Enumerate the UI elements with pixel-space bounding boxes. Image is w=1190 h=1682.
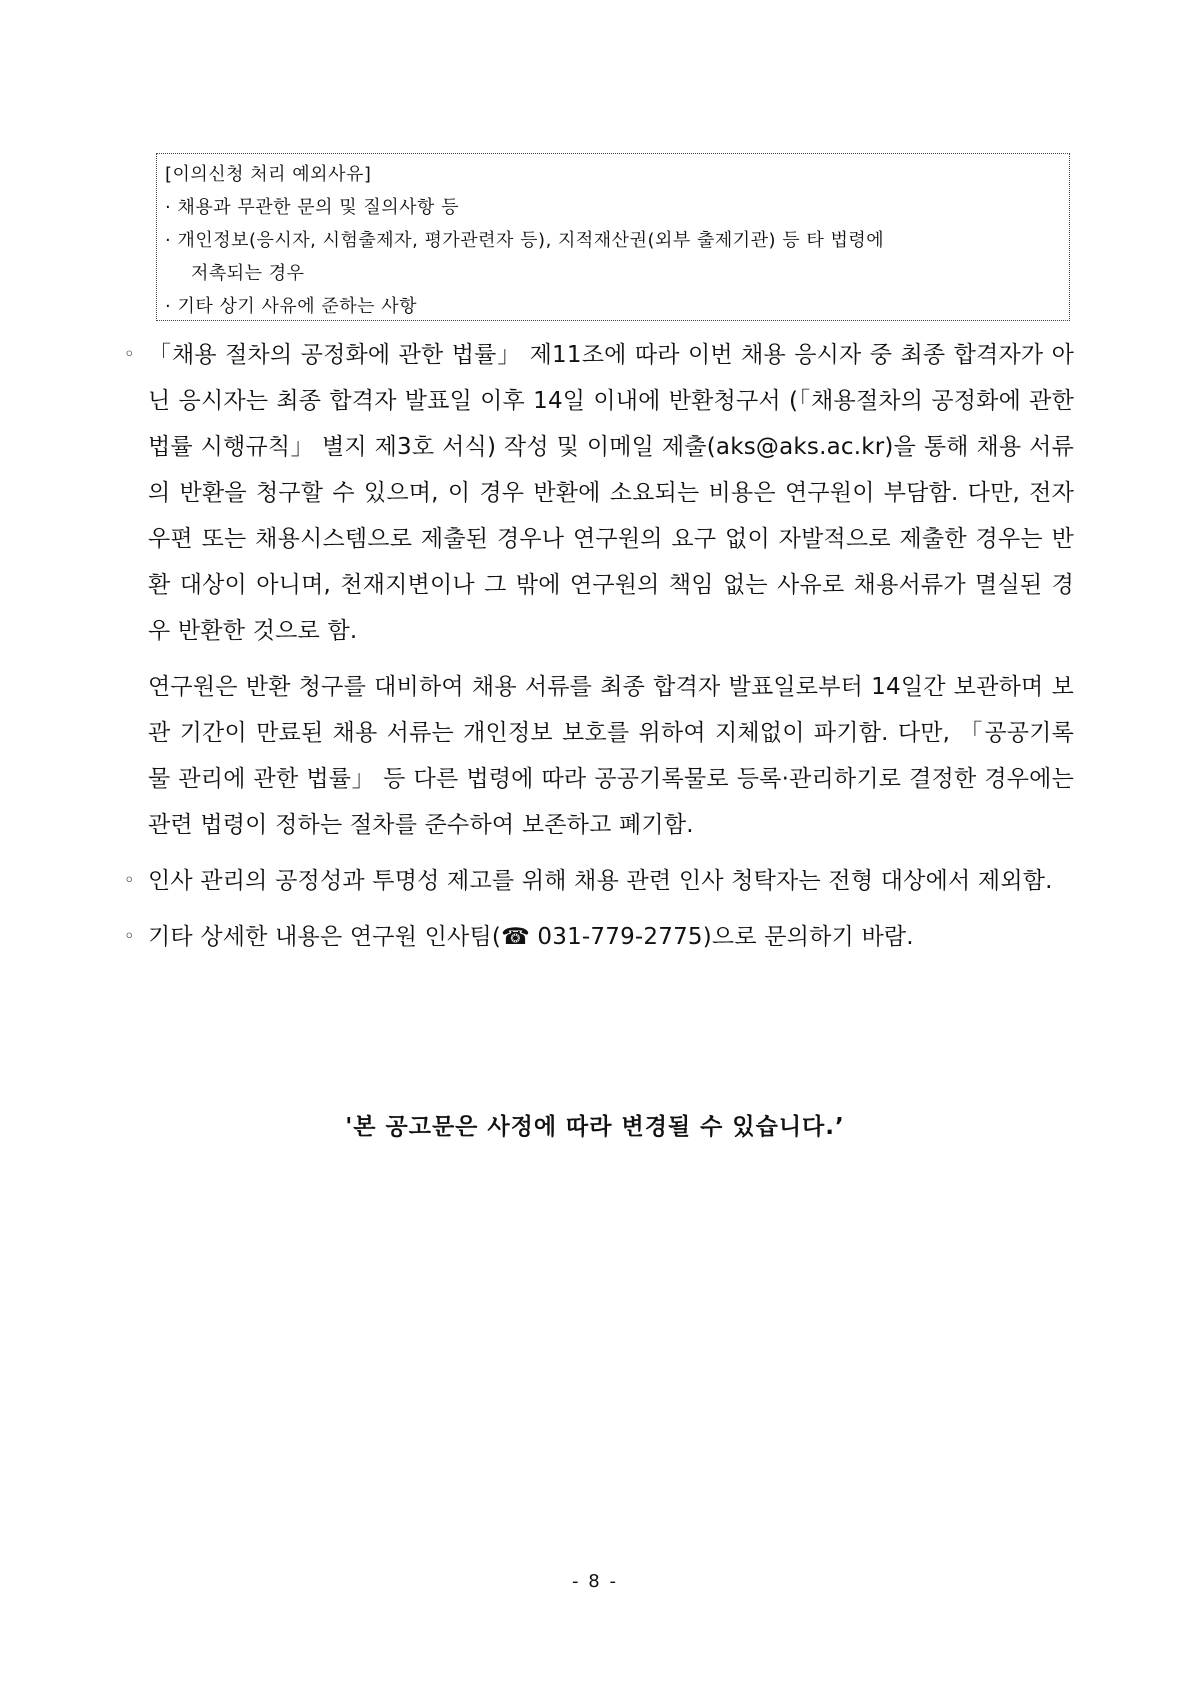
paragraph-solicitation-exclusion-text: 인사 관리의 공정성과 투명성 제고를 위해 채용 관련 인사 청탁자는 전형 대상에서 제외함. (148, 868, 1053, 894)
exception-item-unrelated-inquiry: · 채용과 무관한 문의 및 질의사항 등 (165, 197, 459, 218)
exception-item-other: · 기타 상기 사유에 준하는 사항 (165, 296, 417, 317)
document-body (0, 332, 1190, 960)
paragraph-document-return-text: 「채용 절차의 공정화에 관한 법률」 제11조에 따라 이번 채용 응시자 중 최종 합격자가 아닌 응시자는 최종 합격자 발표일 이후 14일 이내에 반환청구서 (「채용절차의 공정화에 관한 법률 시행규칙」 별지 제3호 서식) 작성 및 이메일 제출(aks@aks.ac.kr)을 통해 채용 서류의 반환을 청구할 수 있으며, 이 경우 반환에 소요되는 비용은 연구원이 부담함. 다만, 전자우편 또는 채용시스템으로 제출된 경우나 연구원의 요구 없이 자발적으로 제출한 경우는 반환 대상이 아니며, 천재지변이나 그 밖에 연구원의 책임 없는 사유로 채용서류가 멸실된 경우 반환한 것으로 함. (148, 342, 1074, 644)
exception-reasons-box (156, 153, 1070, 321)
exception-item-privacy-ip-continued: 저촉되는 경우 (191, 263, 305, 284)
paragraph-solicitation-exclusion (124, 858, 1074, 904)
change-notice: '본 공고문은 사정에 따라 변경될 수 있습니다.’ (345, 1114, 845, 1140)
paragraph-contact-text: 기타 상세한 내용은 연구원 인사팀(☎ 031-779-2775)으로 문의하기 바람. (148, 924, 914, 950)
bullet-marker: ◦ (124, 926, 135, 947)
exception-box-title: [이의신청 처리 예외사유] (165, 164, 372, 185)
page-number: - 8 - (572, 1571, 618, 1592)
bullet-marker: ◦ (124, 870, 135, 891)
paragraph-contact (124, 914, 1074, 960)
exception-item-privacy-ip: · 개인정보(응시자, 시험출제자, 평가관련자 등), 지적재산권(외부 출제기관) 등 타 법령에 (165, 230, 885, 251)
paragraph-document-retention-text: 연구원은 반환 청구를 대비하여 채용 서류를 최종 합격자 발표일로부터 14일간 보관하며 보관 기간이 만료된 채용 서류는 개인정보 보호를 위하여 지체없이 파기함. 다만, 「공공기록물 관리에 관한 법률」 등 다른 법령에 따라 공공기록물로 등록·관리하기로 결정한 경우에는 관련 법령이 정하는 절차를 준수하여 보존하고 폐기함. (148, 674, 1074, 838)
paragraph-document-retention (148, 664, 1074, 848)
paragraph-document-return (124, 332, 1074, 654)
bullet-marker: ◦ (124, 344, 135, 365)
